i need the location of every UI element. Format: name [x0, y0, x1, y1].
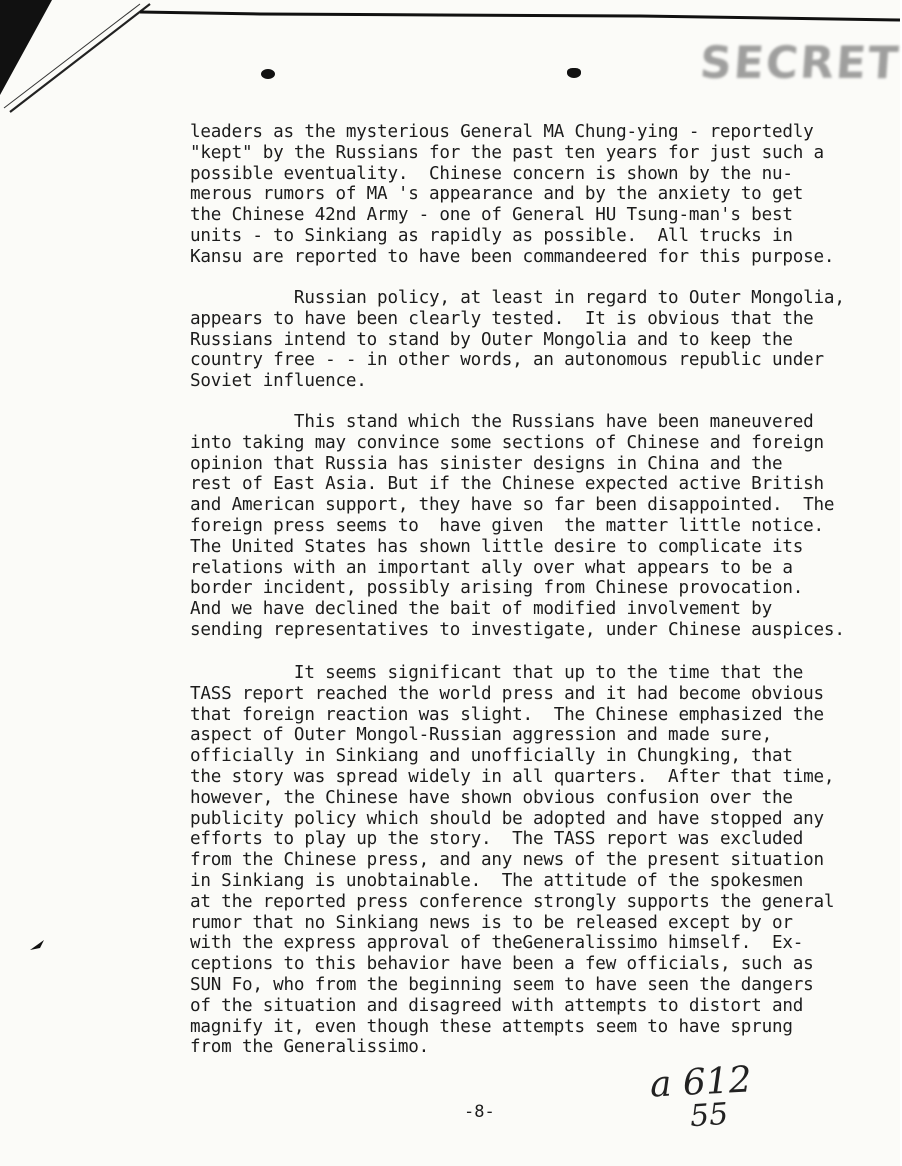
- page-number: -8-: [464, 1102, 495, 1122]
- punch-hole-left: [261, 69, 275, 79]
- body-paragraph-3: This stand which the Russians have been maneuvered into taking may convince some sections of Chinese and foreign opinion that Russia has sinister designs in China and the rest of East Asia. But if the Chinese expected active British and American support, they have so far been disappointed. The foreign press seems to have given the matter little notice. The United States has shown little desire to complicate its relations with an important ally over what appears to be a border incident, possibly arising from Chinese provocation. And we have declined the bait of modified involvement by sending representatives to investigate, under Chinese auspices.: [190, 412, 845, 640]
- margin-arrow-mark: [30, 940, 46, 952]
- body-paragraph-2: Russian policy, at least in regard to Outer Mongolia, appears to have been clearly tested. It is obvious that the Russians intend to stand by Outer Mongolia and to keep the country free - - in other words, an autonomous republic under Soviet influence.: [190, 288, 845, 392]
- punch-hole-right: [567, 68, 581, 78]
- top-rule-line: [140, 6, 900, 20]
- handwritten-annotation: a 612: [648, 1059, 753, 1106]
- body-paragraph-1: leaders as the mysterious General MA Chung-ying - reportedly "kept" by the Russians for the past ten years for just such a possible eventuality. Chinese concern is shown by the nu- merous rumors of MA 's appearance and by the anxiety to get the Chinese 42nd Army - one of General HU Tsung-man's best units - to Sinkiang as rapidly as possible. All trucks in Kansu are reported to have been commandeered for this purpose.: [190, 122, 835, 267]
- body-paragraph-4: It seems significant that up to the time that the TASS report reached the world press and it had become obvious that foreign reaction was slight. The Chinese emphasized the aspect of Outer Mongol-Russian aggression and made sure, officially in Sinkiang and unofficially in Chungking, that the story was spread widely in all quarters. After that time, however, the Chinese have shown obvious confusion over the publicity policy which should be adopted and have stopped any efforts to play up the story. The TASS report was excluded from the Chinese press, and any news of the present situation in Sinkiang is unobtainable. The attitude of the spokesmen at the reported press conference strongly supports the general rumor that no Sinkiang news is to be released except by or with the express approval of theGeneralissimo himself. Ex- ceptions to this behavior have been a few officials, such as SUN Fo, who from the beginning seem to have seen the dangers of the situation and disagreed with attempts to distort and magnify it, even though these attempts seem to have sprung from the Generalissimo.: [190, 663, 835, 1058]
- handwritten-annotation-sub: 55: [688, 1096, 730, 1135]
- classification-stamp: SECRET: [698, 38, 902, 89]
- corner-fold-mark: [0, 0, 160, 115]
